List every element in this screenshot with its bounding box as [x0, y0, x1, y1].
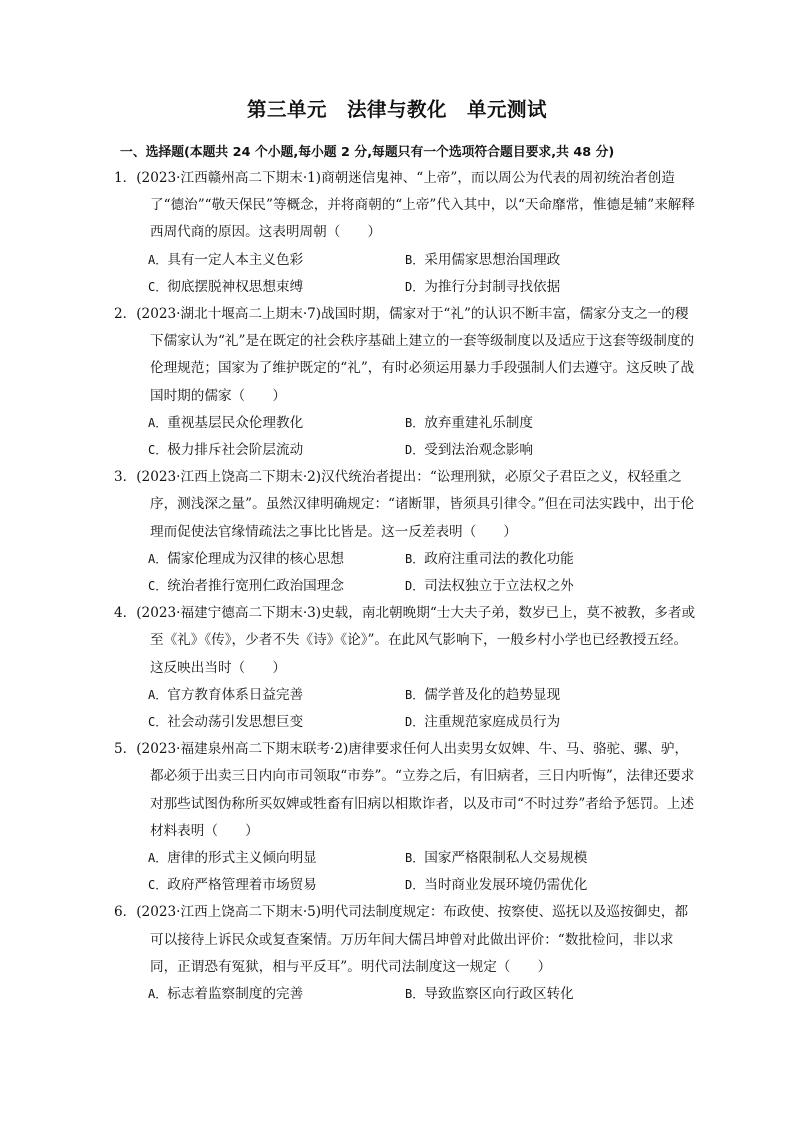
question-number: 6． — [114, 904, 137, 921]
option-c — [148, 573, 405, 600]
option-text: 政府注重司法的教化功能 — [424, 550, 574, 567]
option-label: A． — [148, 687, 168, 702]
option-label: D． — [405, 878, 425, 893]
option-label: D． — [405, 443, 425, 458]
option-label: C． — [148, 443, 168, 458]
question-text: (2023·福建泉州高二下期末联考·2)唐律要求任何人出卖男女奴婢、牛、马、骆驼、骡、驴，都必须于出卖三日内向市司领取“市券”。“立券之后，有旧病者，三日内听悔”，法律还要求对那些试图伪称所买奴婢或牲畜有旧病以相欺诈者，以及市司“不时过券”者给予惩罚。上述材料表明（ ） — [136, 741, 695, 839]
question-3 — [114, 464, 700, 600]
option-text: 司法权独立于立法权之外 — [424, 578, 574, 595]
option-c — [148, 274, 405, 301]
option-label: A． — [148, 252, 168, 267]
question-number: 3． — [114, 469, 137, 486]
option-label: C． — [148, 715, 168, 730]
option-text: 官方教育体系日益完善 — [167, 686, 304, 703]
option-a — [148, 682, 405, 709]
option-d — [405, 709, 705, 736]
option-text: 儒学普及化的趋势显现 — [424, 686, 561, 703]
option-grid — [148, 981, 700, 1008]
question-1 — [114, 165, 700, 301]
option-label: B． — [405, 851, 425, 866]
option-text: 注重规范家庭成员行为 — [424, 714, 561, 731]
question-2 — [114, 301, 700, 464]
option-label: D． — [405, 579, 425, 594]
option-a — [148, 546, 405, 573]
question-stem — [114, 736, 700, 845]
question-number: 2． — [114, 306, 137, 323]
question-stem — [114, 600, 700, 682]
option-d — [405, 437, 705, 464]
option-label: B． — [405, 987, 425, 1002]
question-stem — [114, 464, 700, 546]
option-c — [148, 872, 405, 899]
option-text: 受到法治观念影响 — [424, 442, 533, 459]
option-b — [405, 682, 705, 709]
option-b — [405, 546, 705, 573]
option-label: D． — [405, 279, 425, 294]
option-grid — [148, 682, 700, 736]
question-text: (2023·江西上饶高二下期末·5)明代司法制度规定：布政使、按察使、巡抚以及巡按御史，都可以接待上诉民众或复查案情。万历年间大儒吕坤曾对此做出评价：“数批检问，非以求同，正谓恐有冤狱，相与平反耳”。明代司法制度这一规定（ ） — [136, 904, 689, 975]
option-label: C． — [148, 878, 168, 893]
option-b — [405, 981, 705, 1008]
option-a — [148, 410, 405, 437]
option-text: 采用儒家思想治国理政 — [424, 251, 561, 268]
option-text: 社会动荡引发思想巨变 — [167, 714, 304, 731]
section-header: 一、选择题(本题共 24 个小题,每小题 2 分,每题只有一个选项符合题目要求,共 48 分) — [120, 145, 615, 160]
option-text: 统治者推行宽刑仁政治国理念 — [167, 578, 344, 595]
option-c — [148, 437, 405, 464]
option-a — [148, 247, 405, 274]
option-text: 放弃重建礼乐制度 — [424, 414, 533, 431]
option-text: 标志着监察制度的完善 — [167, 986, 304, 1003]
option-label: A． — [148, 415, 168, 430]
option-label: C． — [148, 279, 168, 294]
option-label: A． — [148, 551, 168, 566]
option-text: 当时商业发展环境仍需优化 — [424, 877, 588, 894]
option-text: 导致监察区向行政区转化 — [424, 986, 574, 1003]
question-text: (2023·江西上饶高二下期末·2)汉代统治者提出：“讼理刑狱，必原父子君臣之义，权轻重之序，测浅深之量”。虽然汉律明确规定：“诸断罪，皆须具引律令。”但在司法实践中，出于伦理而促使法官缘情疏法之事比比皆是。这一反差表明（ ） — [136, 469, 695, 540]
option-b — [405, 845, 705, 872]
question-stem — [114, 301, 700, 410]
option-text: 极力排斥社会阶层流动 — [167, 442, 304, 459]
option-label: B． — [405, 415, 425, 430]
option-grid — [148, 845, 700, 899]
question-number: 5． — [114, 741, 137, 758]
option-text: 唐律的形式主义倾向明显 — [167, 850, 317, 867]
page-title: 第三单元 法律与教化 单元测试 — [246, 98, 547, 121]
option-label: A． — [148, 987, 168, 1002]
option-c — [148, 709, 405, 736]
option-text: 政府严格管理着市场贸易 — [167, 877, 317, 894]
option-text: 具有一定人本主义色彩 — [167, 251, 304, 268]
question-number: 4． — [114, 605, 137, 622]
option-grid — [148, 546, 700, 600]
question-6 — [114, 899, 700, 1008]
question-text: (2023·江西赣州高二下期末·1)商朝迷信鬼神、“上帝”，而以周公为代表的周初统治者创造了“德治”“敬天保民”等概念，并将商朝的“上帝”代入其中，以“天命靡常，惟德是辅”来解释西周代商的原因。这表明周朝（ ） — [136, 170, 695, 241]
question-text: (2023·湖北十堰高二上期末·7)战国时期，儒家对于“礼”的认识不断丰富，儒家分支之一的稷下儒家认为“礼”是在既定的社会秩序基础上建立的一套等级制度以及适应于这套等级制度的伦理规范；国家为了维护既定的“礼”，有时必须运用暴力手段强制人们去遵守。这反映了战国时期的儒家（ ） — [136, 306, 695, 404]
question-stem — [114, 899, 700, 981]
option-text: 儒家伦理成为汉律的核心思想 — [167, 550, 344, 567]
option-label: B． — [405, 252, 425, 267]
option-grid — [148, 410, 700, 464]
option-d — [405, 274, 705, 301]
question-5 — [114, 736, 700, 899]
option-b — [405, 410, 705, 437]
question-4 — [114, 600, 700, 736]
option-label: B． — [405, 551, 425, 566]
option-b — [405, 247, 705, 274]
option-label: B． — [405, 687, 425, 702]
question-number: 1． — [114, 170, 137, 186]
option-text: 重视基层民众伦理教化 — [167, 414, 304, 431]
option-label: A． — [148, 851, 168, 866]
option-text: 国家严格限制私人交易规模 — [424, 850, 588, 867]
question-text: (2023·福建宁德高二下期末·3)史载，南北朝晚期“士大夫子弟，数岁已上，莫不被教，多者或至《礼》《传》，少者不失《诗》《论》”。在此风气影响下，一般乡村小学也已经教授五经。这反映出当时（ ） — [136, 605, 696, 676]
option-a — [148, 981, 405, 1008]
option-label: C． — [148, 579, 168, 594]
option-d — [405, 872, 705, 899]
option-label: D． — [405, 715, 425, 730]
option-text: 彻底摆脱神权思想束缚 — [167, 278, 304, 295]
option-a — [148, 845, 405, 872]
option-grid — [148, 247, 700, 301]
question-list — [114, 165, 700, 1008]
option-d — [405, 573, 705, 600]
question-stem — [114, 165, 700, 247]
option-text: 为推行分封制寻找依据 — [424, 278, 561, 295]
